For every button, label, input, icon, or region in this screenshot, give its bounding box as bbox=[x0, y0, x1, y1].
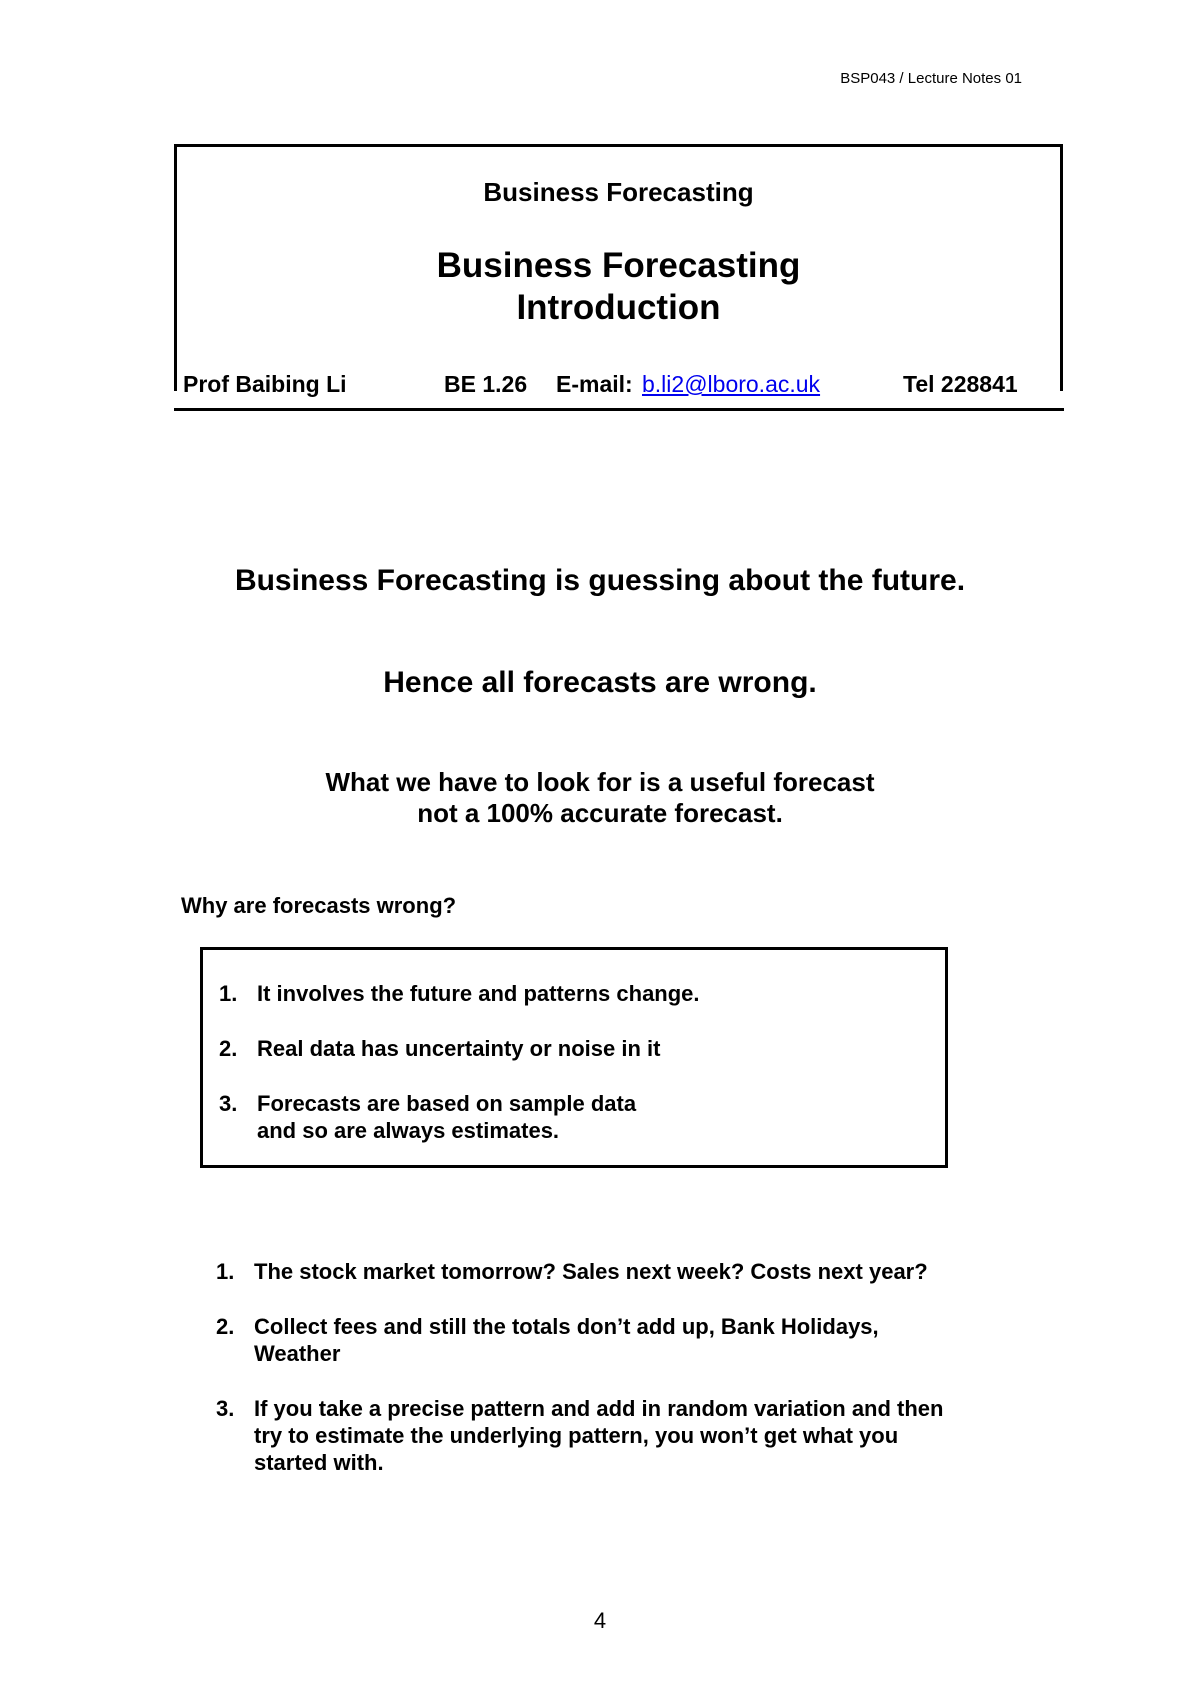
list-text: It involves the future and patterns change. bbox=[257, 981, 700, 1006]
list-number: 3. bbox=[219, 1091, 238, 1116]
statement-useful-line-1: What we have to look for is a useful forecast bbox=[325, 767, 875, 797]
list-number: 2. bbox=[219, 1036, 238, 1061]
statement-useful-forecast bbox=[0, 767, 1200, 829]
list-text: Forecasts are based on sample data bbox=[257, 1091, 637, 1116]
list-text: try to estimate the underlying pattern, you won’t get what you bbox=[254, 1423, 899, 1448]
statement-useful-line-2: not a 100% accurate forecast. bbox=[417, 798, 783, 828]
list-item bbox=[219, 980, 919, 1007]
list-text: Weather bbox=[254, 1341, 341, 1366]
title-box-underline bbox=[174, 408, 1064, 411]
statement-guessing: Business Forecasting is guessing about the future. bbox=[234, 564, 966, 597]
lecturer-name: Prof Baibing Li bbox=[183, 371, 347, 397]
list-text: and so are always estimates. bbox=[257, 1118, 560, 1143]
list-number: 1. bbox=[219, 981, 238, 1006]
examples-list bbox=[216, 1258, 1046, 1504]
list-item bbox=[216, 1258, 1046, 1285]
email-link[interactable]: b.li2@lboro.ac.uk bbox=[642, 371, 821, 397]
running-header: BSP043 / Lecture Notes 01 bbox=[840, 70, 1022, 87]
lecture-title-line-1: Business Forecasting bbox=[436, 246, 801, 285]
statement-all-wrong: Hence all forecasts are wrong. bbox=[383, 666, 817, 699]
list-number: 3. bbox=[216, 1396, 235, 1421]
lecture-title bbox=[177, 245, 1060, 329]
section-question: Why are forecasts wrong? bbox=[181, 893, 457, 918]
list-number: 2. bbox=[216, 1314, 235, 1339]
title-box bbox=[174, 144, 1063, 397]
list-text: Collect fees and still the totals don’t add up, Bank Holidays, bbox=[254, 1314, 879, 1339]
list-text: The stock market tomorrow? Sales next week? Costs next year? bbox=[254, 1259, 928, 1284]
list-item bbox=[216, 1395, 1046, 1476]
reasons-list bbox=[219, 980, 919, 1172]
list-item bbox=[219, 1035, 919, 1062]
list-text: started with. bbox=[254, 1450, 384, 1475]
list-text: Real data has uncertainty or noise in it bbox=[257, 1036, 661, 1061]
reasons-box bbox=[200, 947, 948, 1168]
email-label: E-mail: bbox=[556, 371, 633, 397]
telephone: Tel 228841 bbox=[903, 371, 1018, 397]
page-number: 4 bbox=[593, 1608, 607, 1633]
course-title: Business Forecasting bbox=[483, 177, 754, 207]
list-text: If you take a precise pattern and add in random variation and then bbox=[254, 1396, 944, 1421]
list-item bbox=[216, 1313, 1046, 1367]
room-number: BE 1.26 bbox=[444, 371, 528, 397]
list-item bbox=[219, 1090, 919, 1144]
lecture-title-line-2: Introduction bbox=[516, 288, 721, 327]
list-number: 1. bbox=[216, 1259, 235, 1284]
